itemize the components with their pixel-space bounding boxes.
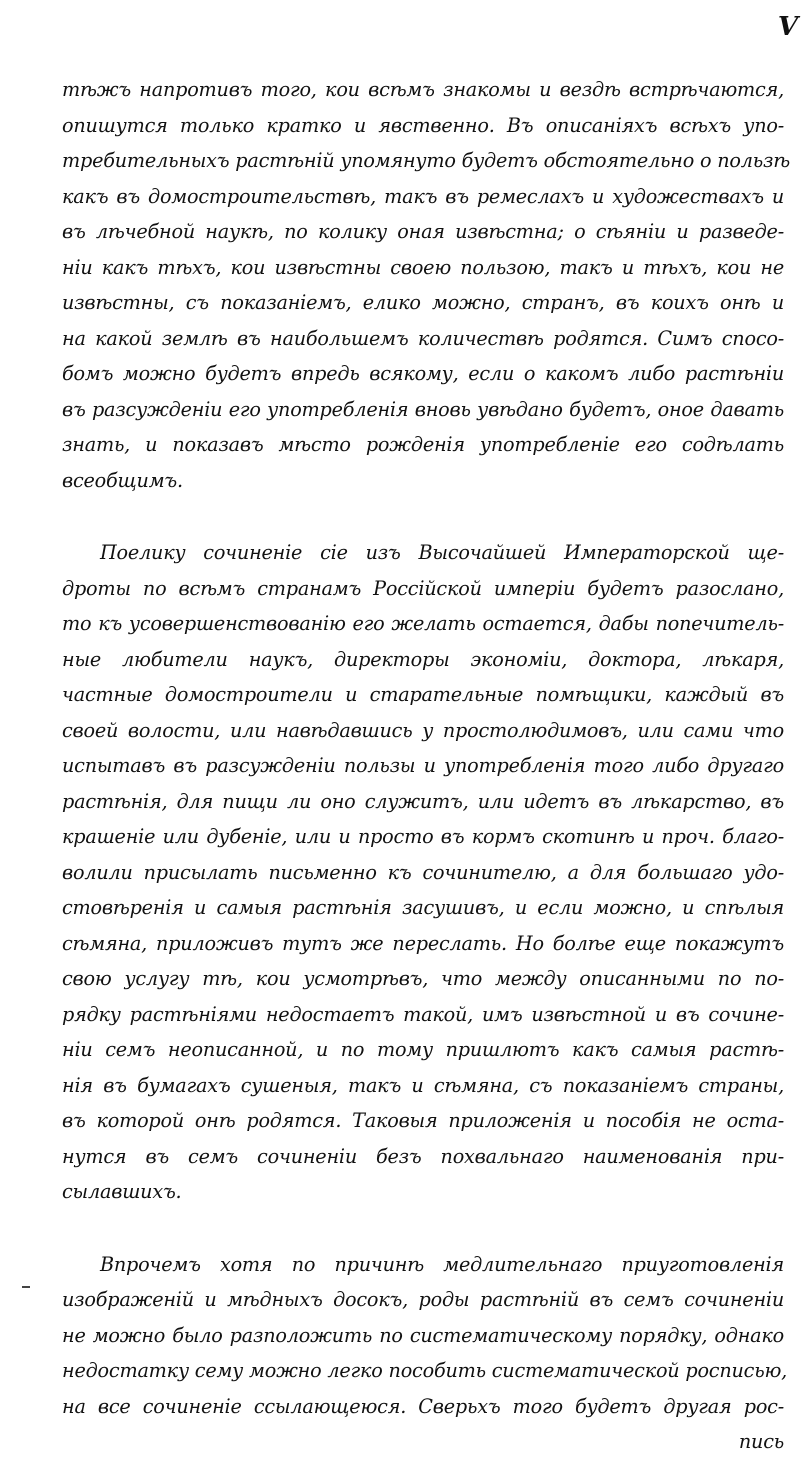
text-line: требительныхъ растѣній упомянуто будетъ обстоятельно о пользѣ <box>62 149 790 172</box>
text-line: недостатку сему можно легко пособить систематической росписью, <box>62 1359 788 1382</box>
page-body <box>62 72 790 1460</box>
text-line: Впрочемъ хотя по причинѣ медлительнаго приуготовленія <box>100 1252 784 1276</box>
text-line: ніи какъ тѣхъ, кои извѣстны своею пользою, такъ и тѣхъ, кои не <box>62 255 784 279</box>
text-line: стовѣренія и самыя растѣнія засушивъ, и если можно, и спѣлыя <box>62 896 784 919</box>
paragraph-gap <box>62 498 784 535</box>
text-line: крашеніе или дубеніе, или и просто въ кормъ скотинѣ и проч. благо- <box>62 825 784 848</box>
text-line: извѣстны, съ показаніемъ, елико можно, странъ, въ коихъ онѣ и <box>62 291 784 314</box>
text-line: на все сочиненіе ссылающеюся. Сверьхъ того будетъ другая рос- <box>62 1394 784 1418</box>
text-line: нутся въ семъ сочиненіи безъ похвальнаго наименованія при- <box>62 1144 784 1168</box>
paragraph-gap <box>62 1210 784 1247</box>
text-line: частные домостроители и старательные помѣщики, каждый въ <box>62 683 784 706</box>
text-line: Поелику сочиненіе сіе изъ Высочайшей Императорской ще- <box>100 541 784 564</box>
margin-mark <box>22 1286 30 1288</box>
text-line: въ лѣчебной наукѣ, по колику оная извѣстна; о сѣяніи и разведе- <box>62 220 784 243</box>
text-line: рядку растѣніями недостаетъ такой, имъ извѣстной и въ сочине- <box>62 1002 784 1026</box>
text-line: изображеній и мѣдныхъ досокъ, роды растѣній въ семъ сочиненіи <box>62 1288 784 1311</box>
text-line: сылавшихъ. <box>62 1180 182 1203</box>
text-line: на какой землѣ въ наибольшемъ количествѣ родятся. Симъ спосо- <box>62 326 784 350</box>
text-line: дроты по всѣмъ странамъ Россійской имперіи будетъ разослано, <box>62 576 784 600</box>
text-line: не можно было разположить по систематическому порядку, однако <box>62 1323 784 1347</box>
text-line: въ которой онѣ родятся. Таковыя приложенія и пособія не оста- <box>62 1109 784 1132</box>
text-line: въ разсужденіи его употребленія вновь увѣдано будетъ, оное давать <box>62 397 784 421</box>
text-line: свою услугу тѣ, кои усмотрѣвъ, что между описанными по по- <box>62 967 784 990</box>
paragraph <box>62 72 790 498</box>
text-line: какъ въ домостроительствѣ, такъ въ ремеслахъ и художествахъ и <box>62 184 784 208</box>
text-line: растѣнія, для пищи ли оно служитъ, или идетъ въ лѣкарство, въ <box>62 789 784 813</box>
text-line: знать, и показавъ мѣсто рожденія употребленіе его содѣлать <box>62 433 784 456</box>
text-line: ные любители наукъ, директоры экономіи, доктора, лѣкаря, <box>62 647 784 671</box>
text-line: пись <box>738 1430 784 1453</box>
text-line: сѣмяна, приложивъ тутъ же переслать. Но болѣе еще покажутъ <box>62 931 784 955</box>
text-line: испытавъ въ разсужденіи пользы и употребленія того либо другаго <box>62 754 784 777</box>
text-line: нія въ бумагахъ сушеныя, такъ и сѣмяна, съ показаніемъ страны, <box>62 1073 784 1097</box>
text-line: бомъ можно будетъ впредь всякому, если о какомъ либо растѣніи <box>62 362 784 385</box>
text-line: тѣжъ напротивъ того, кои всѣмъ знакомы и вездѣ встрѣчаются, <box>62 78 784 101</box>
text-line: то къ усовершенствованію его желать остается, дабы попечитель- <box>62 612 784 635</box>
text-line: всеобщимъ. <box>62 468 183 492</box>
text-line: ніи семъ неописанной, и по тому пришлютъ какъ самыя растѣ- <box>62 1038 784 1061</box>
paragraph <box>62 1247 788 1460</box>
paragraph <box>62 535 784 1210</box>
text-line: волили присылать письменно къ сочинителю, а для большаго удо- <box>62 860 784 884</box>
text-line: опишутся только кратко и явственно. Въ описаніяхъ всѣхъ упо- <box>62 113 784 137</box>
text-line: своей волости, или навѣдавшись у простолюдимовъ, или сами что <box>62 718 784 742</box>
page-number: V <box>777 12 798 42</box>
